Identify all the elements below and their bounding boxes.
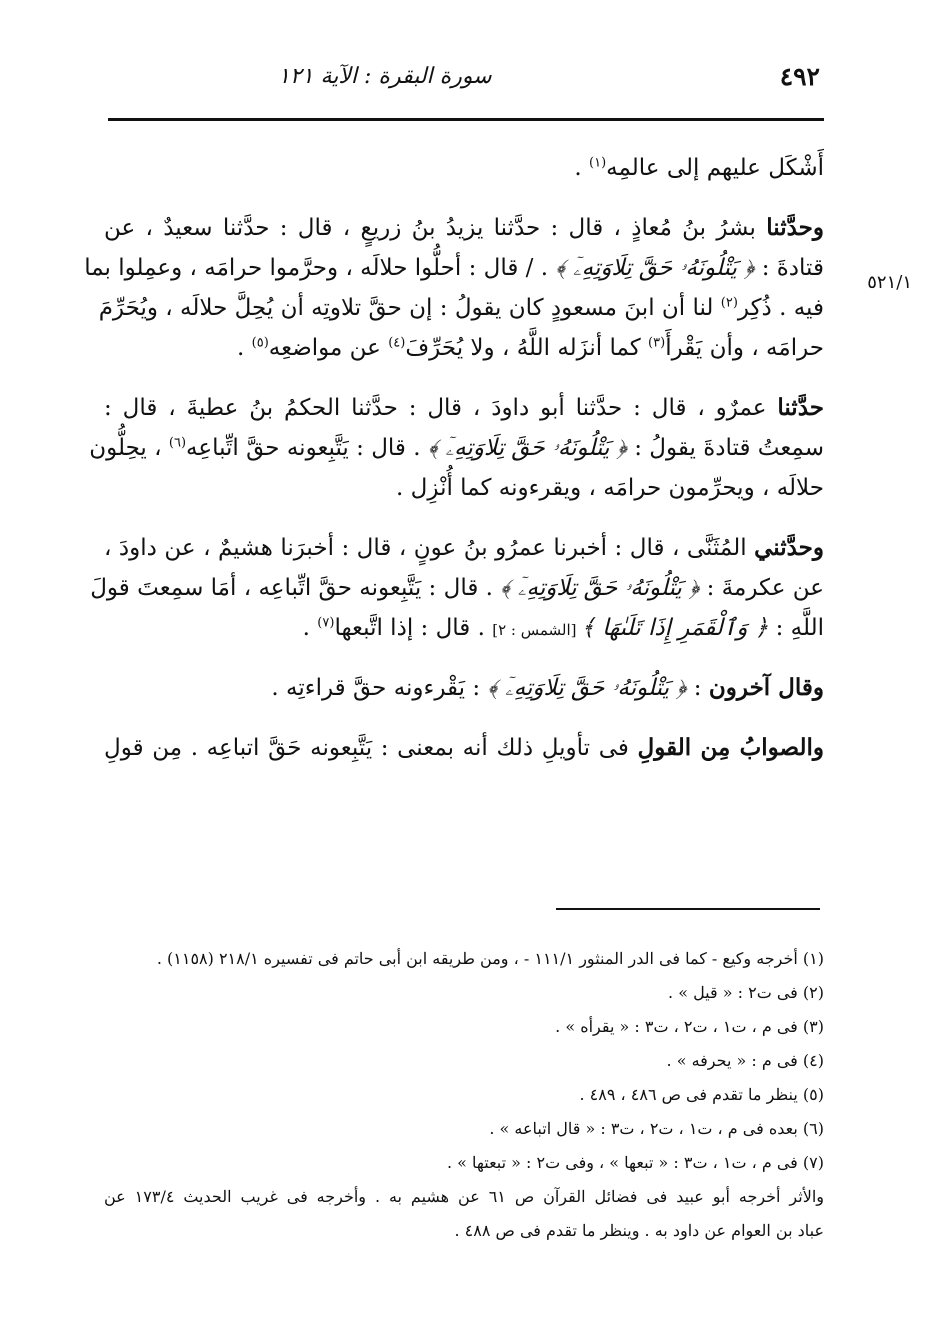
quran-quote: ﴿ يَتْلُونَهُۥ حَقَّ تِلَاوَتِهِۦٓ ﴾ bbox=[500, 575, 700, 601]
margin-reference: ٥٢١/١ bbox=[867, 272, 912, 293]
quran-quote: ﴿ يَتْلُونَهُۥ حَقَّ تِلَاوَتِهِۦٓ ﴾ bbox=[427, 435, 627, 461]
lead-word: وقال آخرون bbox=[708, 674, 824, 701]
footnotes bbox=[104, 942, 824, 1248]
page-number: ٤٩٢ bbox=[779, 62, 820, 91]
text: أَشْكَل عليهم إلى عالمِه bbox=[606, 155, 824, 181]
footnote-1: (١) أخرجه وكيع - كما فى الدر المنثور ١١١/١ - ، ومن طريقه ابن أبى حاتم فى تفسيره ٢١٨/١ (١١٥٨) . bbox=[156, 949, 824, 968]
footnote-5: (٥) ينظر ما تقدم فى ص ٤٨٦ ، ٤٨٩ . bbox=[579, 1085, 824, 1104]
quran-quote: ﴿ يَتْلُونَهُۥ حَقَّ تِلَاوَتِهِۦٓ ﴾ bbox=[555, 255, 755, 281]
footnote-4: (٤) فى م : « يحرفه » . bbox=[666, 1051, 824, 1070]
paragraph-6-line-1: والصوابُ مِن القولِ فى تأويلِ ذلك أنه بمعنى : يَتَّبِعونه حَقَّ اتباعِه . مِن قولِ bbox=[104, 734, 824, 761]
footnote-marker-3[interactable]: (٣) bbox=[648, 335, 666, 351]
paragraph-1-line-1: أَشْكَل عليهم إلى عالمِه$^{(١)}$ . bbox=[574, 155, 824, 181]
footnote-7-note-line-2: عباد بن العوام عن داود به . وينظر ما تقدم فى ص ٤٨٨ . bbox=[454, 1221, 824, 1240]
footnote-marker-2[interactable]: (٢) bbox=[720, 295, 738, 311]
footnote-7-note-line-1: والأثر أخرجه أبو عبيد فى فضائل القرآن ص ٦١ عن هشيم به . وأخرجه فى غريب الحديث ١٧٣/٤ عن bbox=[104, 1187, 825, 1206]
body-text bbox=[84, 148, 824, 768]
lead-word: حدَّثنا bbox=[777, 394, 824, 421]
paragraph-2-line-3: فيه . ذُكِر$^{(٢)}$ لنا أن ابنَ مسعودٍ كان يقولُ : إن حقَّ تلاوتِه أن يُحِلَّ حلالَه ، ويُحَرِّمَ bbox=[98, 295, 824, 321]
footnote-6: (٦) بعده فى م ، ت١ ، ت٢ ، ت٣ : « قال اتباعه » . bbox=[489, 1119, 824, 1138]
lead-word: وحدَّثني bbox=[754, 534, 824, 561]
footnote-marker-6[interactable]: (٦) bbox=[168, 435, 187, 451]
footnote-3: (٣) فى م ، ت١ ، ت٢ ، ت٣ : « يقرأه » . bbox=[555, 1017, 824, 1036]
paragraph-5-line-1: وقال آخرون : ﴿ يَتْلُونَهُۥ حَقَّ تِلَاوَتِهِۦٓ ﴾ : يَقْرءونه حقَّ قراءتِه . bbox=[271, 674, 824, 701]
footnote-rule bbox=[556, 908, 820, 910]
footnote-marker-4[interactable]: (٤) bbox=[388, 335, 406, 351]
footnote-2: (٢) فى ت٢ : « قيل » . bbox=[668, 983, 824, 1002]
lead-word: وحدَّثنا bbox=[766, 214, 824, 241]
paragraph-4-line-3: اللَّهِ : ﴿ وَٱلْقَمَرِ إِذَا تَلَىٰهَا ﴾ [الشمس : ٢] . قال : إذا اتَّبعها$^{(٧)}$ . bbox=[302, 615, 824, 641]
running-title: سورة البقرة : الآية ١٢١ bbox=[278, 64, 492, 89]
page-header bbox=[108, 60, 820, 104]
footnote-marker-1[interactable]: (١) bbox=[589, 155, 607, 171]
paragraph-3-line-1: حدَّثنا عمرٌو ، قال : حدَّثنا أبو داودَ ، قال : حدَّثنا الحكمُ بنُ عطيةَ ، قال : bbox=[104, 394, 824, 421]
footnote-marker-7[interactable]: (٧) bbox=[317, 615, 335, 631]
header-rule bbox=[108, 118, 824, 121]
paragraph-2-line-1: وحدَّثنا بشرُ بنُ مُعاذٍ ، قال : حدَّثنا يزيدُ بنُ زريعٍ ، قال : حدَّثنا سعيدٌ ، عن bbox=[104, 214, 824, 241]
paragraph-2-line-4: حرامَه ، وأن يَقْرأَ$^{(٣)}$ كما أنزَله اللَّهُ ، ولا يُحَرِّفَ$^{(٤)}$ عن مواضعِه$^{(٥)}$ . bbox=[237, 335, 824, 361]
paragraph-2-line-2: قتادةَ : ﴿ يَتْلُونَهُۥ حَقَّ تِلَاوَتِهِۦٓ ﴾ . / قال : أحلُّوا حلالَه ، وحرَّموا حرامَه ، وعمِلوا بما bbox=[84, 255, 824, 281]
quran-quote: ﴿ يَتْلُونَهُۥ حَقَّ تِلَاوَتِهِۦٓ ﴾ bbox=[487, 675, 687, 701]
footnote-7: (٧) فى م ، ت١ ، ت٣ : « تبعها » ، وفى ت٢ : « تبعتها » . bbox=[446, 1153, 824, 1172]
quran-quote: ﴿ وَٱلْقَمَرِ إِذَا تَلَىٰهَا ﴾ bbox=[581, 615, 769, 641]
paragraph-4-line-1: وحدَّثني المُثَنَّى ، قال : أخبرنا عمرُو بنُ عونٍ ، قال : أخبرَنا هشيمٌ ، عن داودَ ، bbox=[104, 534, 824, 561]
paragraph-3-line-2: سمِعتُ قتادةَ يقولُ : ﴿ يَتْلُونَهُۥ حَقَّ تِلَاوَتِهِۦٓ ﴾ . قال : يَتَّبِعونه حقَّ اتِّباعِه$^{(٦)}$ ، يحِلُّون bbox=[89, 435, 824, 461]
verse-reference: [الشمس : ٢] bbox=[492, 621, 582, 639]
paragraph-4-line-2: عن عكرمةَ : ﴿ يَتْلُونَهُۥ حَقَّ تِلَاوَتِهِۦٓ ﴾ . قال : يَتَّبِعونه حقَّ اتِّباعِه ، أمَا سمِعتَ قولَ bbox=[90, 575, 824, 601]
paragraph-3-line-3: حلالَه ، ويحرِّمون حرامَه ، ويقرءونه كما أُنْزِل . bbox=[396, 475, 824, 501]
lead-word: والصوابُ مِن القولِ bbox=[637, 734, 824, 761]
footnote-marker-5[interactable]: (٥) bbox=[251, 335, 269, 351]
